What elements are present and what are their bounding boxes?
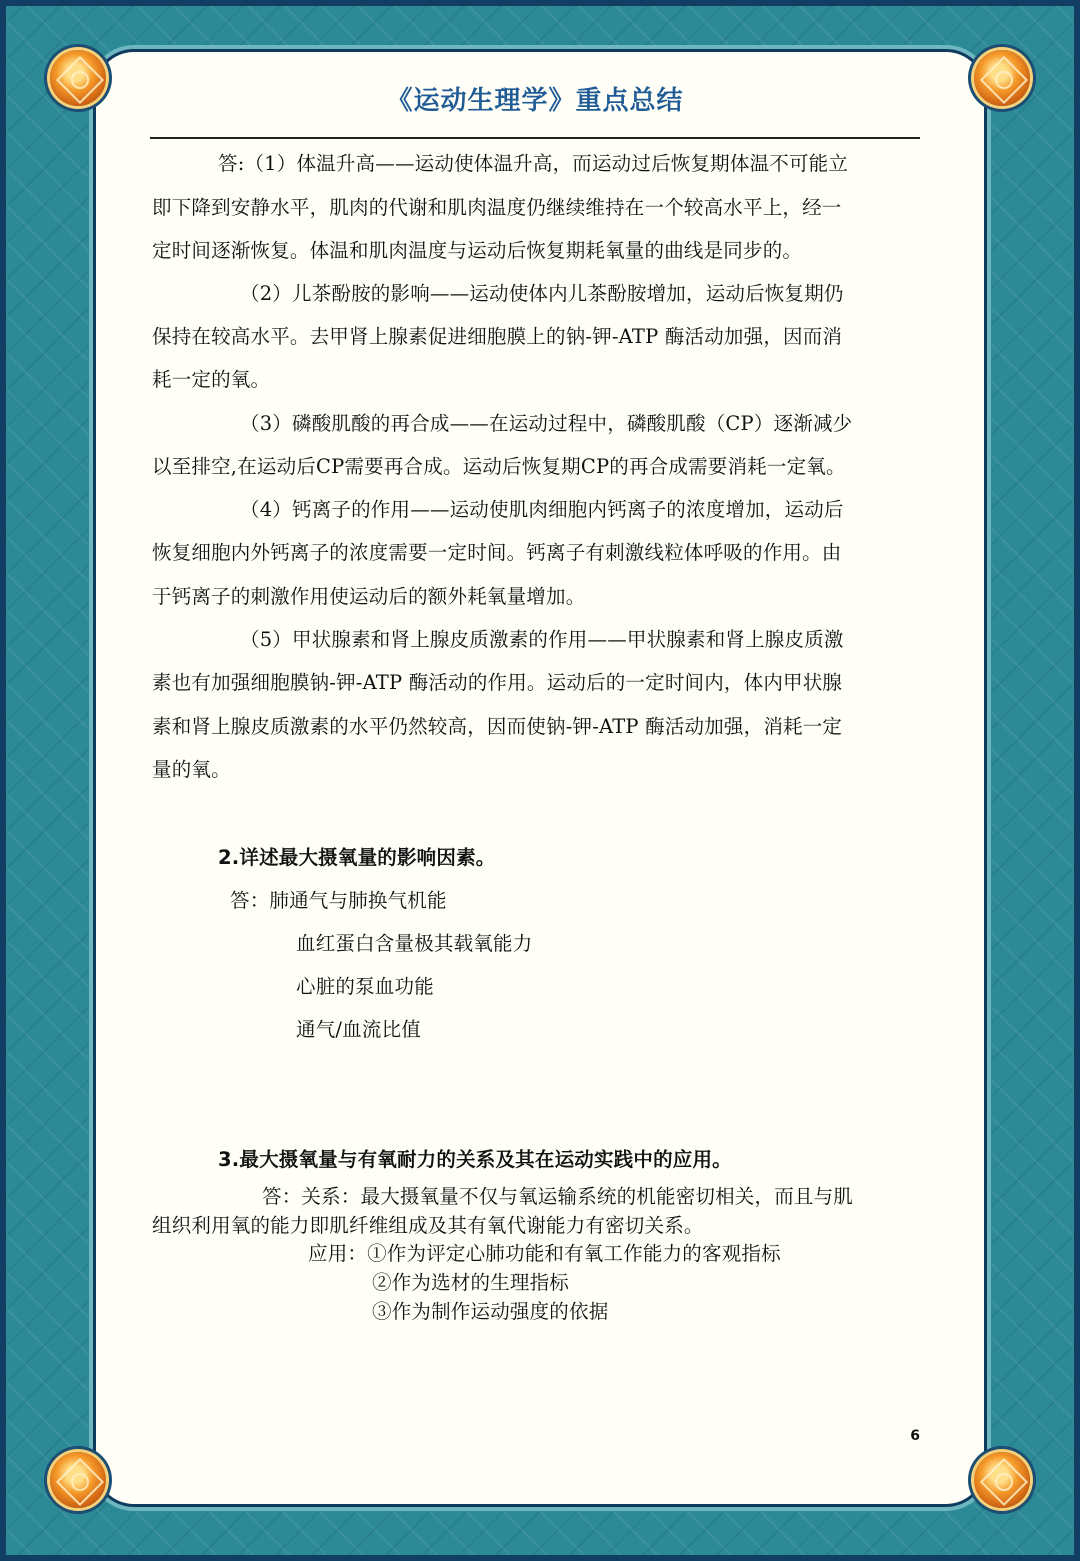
- answer2-item: 血红蛋白含量极其载氧能力: [296, 932, 533, 955]
- answer1-line: 恢复细胞内外钙离子的浓度需要一定时间。钙离子有刺激线粒体呼吸的作用。由: [152, 541, 842, 564]
- answer1-line: 耗一定的氧。: [152, 368, 271, 391]
- answer1-line: （5）甲状腺素和肾上腺皮质激素的作用——甲状腺素和肾上腺皮质激: [240, 628, 844, 651]
- answer2-lead: 答：肺通气与肺换气机能: [230, 889, 447, 912]
- answer3-relation-line: 组织利用氧的能力即肌纤维组成及其有氧代谢能力有密切关系。: [152, 1214, 704, 1237]
- answer1-line: 即下降到安静水平，肌肉的代谢和肌肉温度仍继续维持在一个较高水平上，经一: [152, 196, 842, 219]
- page-title: 《运动生理学》重点总结: [386, 86, 684, 116]
- answer1-line: 素也有加强细胞膜钠-钾-ATP 酶活动的作用。运动后的一定时间内，体内甲状腺: [152, 671, 843, 694]
- page-number: 6: [910, 1428, 920, 1444]
- answer3-relation-line: 答：关系：最大摄氧量不仅与氧运输系统的机能密切相关，而且与肌: [262, 1185, 854, 1208]
- answer1-line: 素和肾上腺皮质激素的水平仍然较高，因而使钠-钾-ATP 酶活动加强，消耗一定: [152, 715, 843, 738]
- answer1-line: （4）钙离子的作用——运动使肌肉细胞内钙离子的浓度增加，运动后: [240, 498, 844, 521]
- answer2-item: 通气/血流比值: [296, 1018, 421, 1041]
- corner-medallion-icon: [50, 50, 106, 106]
- answer1-line: 于钙离子的刺激作用使运动后的额外耗氧量增加。: [152, 585, 586, 608]
- question-heading: 3.最大摄氧量与有氧耐力的关系及其在运动实践中的应用。: [218, 1148, 732, 1171]
- answer1-line: 答:（1）体温升高——运动使体温升高，而运动过后恢复期体温不可能立: [218, 152, 849, 175]
- answer1-line: 以至排空,在运动后CP需要再合成。运动后恢复期CP的再合成需要消耗一定氧。: [152, 455, 846, 478]
- answer3-application-lead: 应用：①作为评定心肺功能和有氧工作能力的客观指标: [308, 1242, 781, 1265]
- answer3-application-item: ②作为选材的生理指标: [372, 1271, 570, 1294]
- answer1-line: 量的氧。: [152, 758, 231, 781]
- answer1-line: 定时间逐渐恢复。体温和肌肉温度与运动后恢复期耗氧量的曲线是同步的。: [152, 239, 803, 262]
- answer1-line: （3）磷酸肌酸的再合成——在运动过程中，磷酸肌酸（CP）逐渐减少: [240, 412, 853, 435]
- corner-medallion-icon: [974, 1452, 1030, 1508]
- answer1-line: 保持在较高水平。去甲肾上腺素促进细胞膜上的钠-钾-ATP 酶活动加强，因而消: [152, 325, 843, 348]
- question-heading: 2.详述最大摄氧量的影响因素。: [218, 846, 496, 869]
- header-divider: [150, 137, 920, 139]
- corner-medallion-icon: [974, 50, 1030, 106]
- corner-medallion-icon: [50, 1452, 106, 1508]
- answer3-application-item: ③作为制作运动强度的依据: [372, 1300, 609, 1323]
- answer1-line: （2）儿茶酚胺的影响——运动使体内儿茶酚胺增加，运动后恢复期仍: [240, 282, 844, 305]
- answer2-item: 心脏的泵血功能: [296, 975, 434, 998]
